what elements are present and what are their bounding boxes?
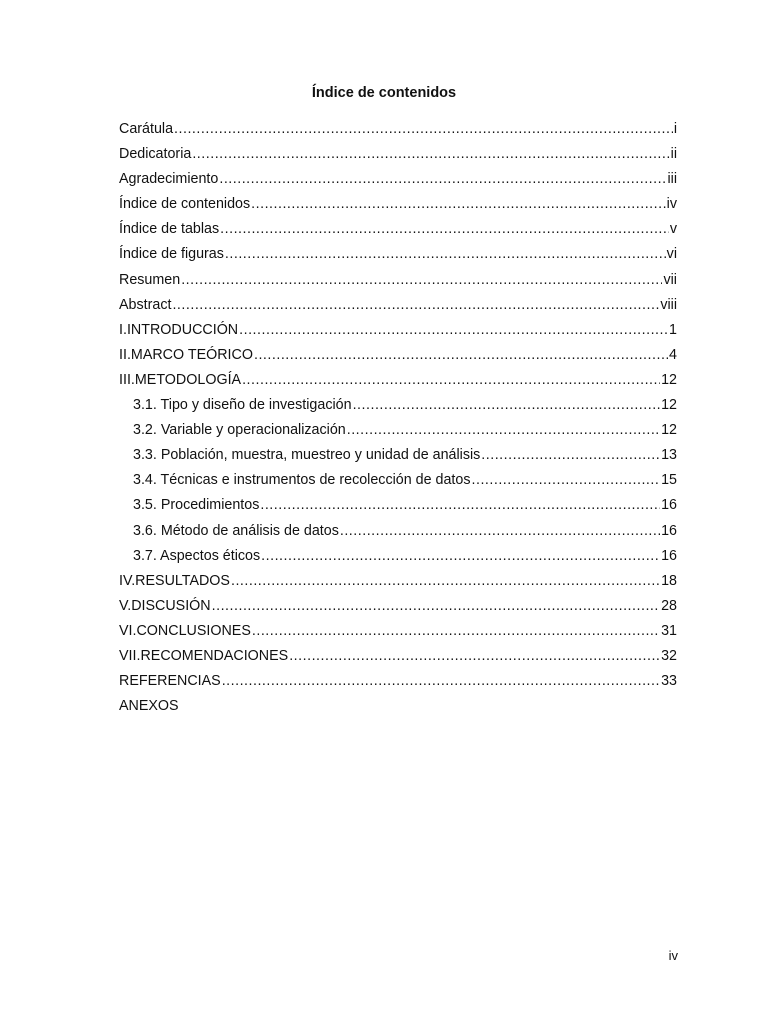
toc-dot-leader [181,270,662,290]
toc-entry-label: Abstract [119,296,172,313]
toc-entry [119,194,677,219]
toc-entry-page: vi [666,246,677,263]
toc-entry-page: 12 [661,397,677,414]
toc-entry [119,696,677,721]
toc-entry-label: III.METODOLOGÍA [119,371,242,388]
toc-entry-page: viii [660,296,677,313]
toc-entry-label: Carátula [119,121,174,137]
toc-entry [119,270,677,295]
toc-entry-page: 15 [661,472,677,489]
toc-entry-page: 18 [661,572,677,589]
toc-dot-leader [172,295,659,315]
toc-entry [119,295,677,320]
toc-entry-page: 1 [669,321,677,338]
toc-entry [119,320,677,345]
toc-entry-label: Dedicatoria [119,146,192,163]
toc-entry-page: i [673,121,677,137]
toc-entry-label: Índice de contenidos [119,196,251,213]
toc-dot-leader [340,521,660,541]
toc-dot-leader [231,571,660,591]
toc-entry [119,219,677,244]
toc-entry-label: Índice de tablas [119,221,220,238]
toc-entry-page: 33 [661,673,677,690]
page-number: iv [668,948,678,963]
toc-entry-page: vii [663,271,677,288]
toc-entry-label: ANEXOS [119,698,179,715]
toc-dot-leader [212,596,660,616]
toc-dot-leader [254,345,668,365]
toc-dot-leader [192,144,669,164]
toc-entry-page: 16 [661,547,677,564]
toc-entry [119,596,677,621]
toc-dot-leader [222,671,660,691]
toc-entry-label: Agradecimiento [119,171,219,188]
toc-entry-label: 3.4. Técnicas e instrumentos de recolección de datos [133,472,471,489]
toc-entry-label: VI.CONCLUSIONES [119,622,251,639]
toc-dot-leader [260,495,660,515]
toc-entry-label: IV.RESULTADOS [119,572,230,589]
toc-dot-leader [239,320,668,340]
toc-entry [119,646,677,671]
toc-dot-leader [252,621,660,641]
toc-dot-leader [347,420,660,440]
toc-entry-page: v [669,221,677,238]
toc-entry [119,244,677,269]
toc-entry-page: 16 [661,497,677,514]
toc-entry-label: II.MARCO TEÓRICO [119,346,253,363]
table-of-contents [119,119,677,721]
toc-entry-label: 3.1. Tipo y diseño de investigación [133,397,352,414]
toc-entry [119,144,677,169]
toc-entry [119,671,677,696]
toc-entry-label: 3.5. Procedimientos [133,497,260,514]
toc-entry [119,521,677,546]
toc-dot-leader [251,194,666,214]
toc-dot-leader [174,119,673,139]
toc-entry [119,571,677,596]
toc-dot-leader [220,219,669,239]
toc-entry-page: 32 [661,647,677,664]
toc-entry [119,621,677,646]
toc-entry-page: 12 [661,371,677,388]
toc-dot-leader [353,395,661,415]
toc-entry [119,495,677,520]
toc-entry [119,420,677,445]
toc-entry [119,445,677,470]
toc-entry-page: 28 [661,597,677,614]
toc-dot-leader [225,244,666,264]
toc-entry [119,169,677,194]
toc-dot-leader [242,370,660,390]
toc-entry-page: 4 [669,346,677,363]
toc-dot-leader [472,470,661,490]
toc-entry-page: iv [666,196,677,213]
toc-entry [119,119,677,144]
toc-entry-page: iii [667,171,677,188]
toc-entry-label: 3.2. Variable y operacionalización [133,422,346,439]
toc-entry-page: ii [670,146,677,163]
toc-entry [119,370,677,395]
toc-dot-leader [261,546,660,566]
toc-entry-label: 3.7. Aspectos éticos [133,547,261,564]
toc-entry [119,395,677,420]
toc-entry [119,546,677,571]
toc-entry-page: 16 [661,522,677,539]
toc-entry-label: REFERENCIAS [119,673,221,690]
toc-entry-page: 12 [661,422,677,439]
toc-dot-leader [289,646,660,666]
toc-entry [119,345,677,370]
toc-entry [119,470,677,495]
toc-entry-label: VII.RECOMENDACIONES [119,647,289,664]
toc-dot-leader [481,445,660,465]
page-title: Índice de contenidos [311,85,457,101]
toc-dot-leader [219,169,666,189]
toc-entry-label: 3.3. Población, muestra, muestreo y unidad de análisis [133,447,481,464]
toc-entry-page: 13 [661,447,677,464]
toc-entry-label: I.INTRODUCCIÓN [119,321,239,338]
toc-entry-page: 31 [661,622,677,639]
toc-entry-label: 3.6. Método de análisis de datos [133,522,339,539]
toc-entry-label: Índice de figuras [119,246,224,263]
toc-entry-label: V.DISCUSIÓN [119,597,211,614]
toc-entry-label: Resumen [119,271,181,288]
